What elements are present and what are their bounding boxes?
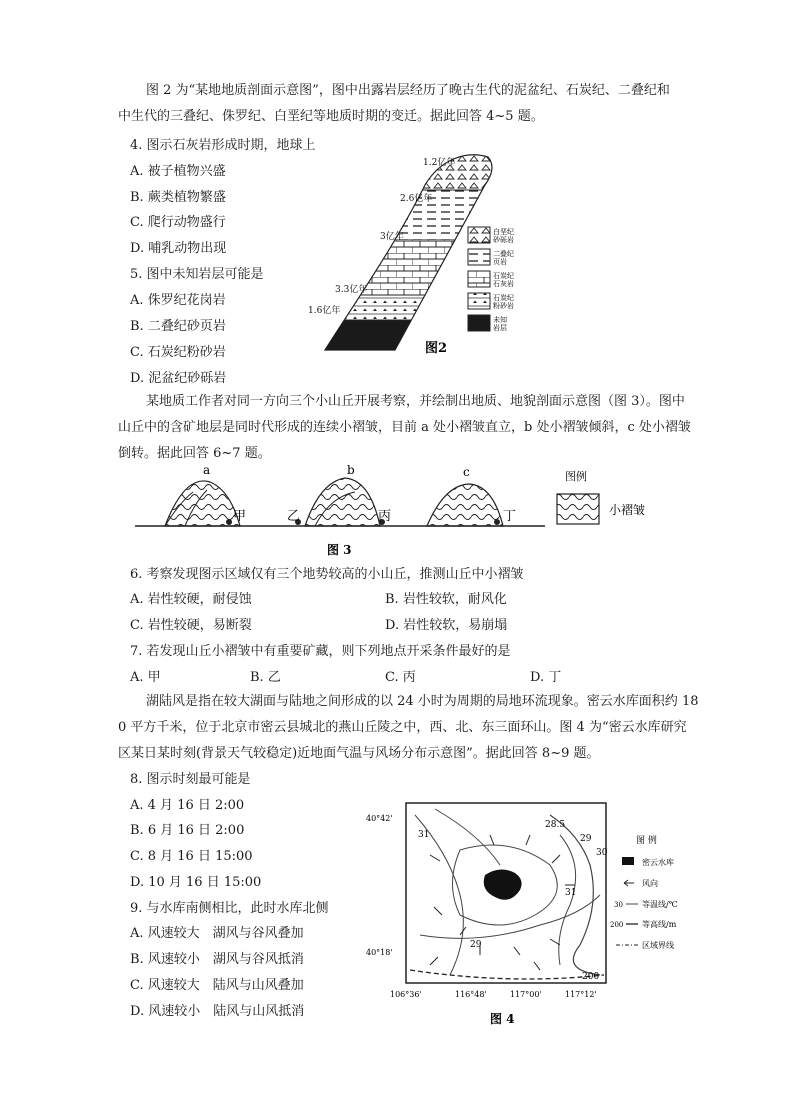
q9-stem: 9. 与水库南侧相比，此时水库北侧 (130, 901, 329, 916)
legend-reservoir: 密云水库 (642, 858, 674, 867)
q6-option-b: B. 岩性较软，耐风化 (385, 592, 507, 607)
q4-option-a: A. 被子植物兴盛 (130, 164, 226, 179)
hill-label-c: c (463, 465, 470, 479)
q7-stem: 7. 若发现山丘小褶皱中有重要矿藏，则下列地点开采条件最好的是 (130, 644, 511, 659)
figure-2-geologic-section (300, 145, 530, 360)
q5-option-d: D. 泥盆纪砂砾岩 (130, 371, 227, 386)
q8-option-d: D. 10 月 16 日 15:00 (130, 875, 262, 890)
figure-4-temperature-wind-map (360, 795, 690, 1035)
figure-2-caption: 图2 (425, 341, 448, 356)
intro2-line3: 倒转。据此回答 6~7 题。 (118, 446, 271, 461)
isotherm-label: 28.5 (545, 820, 566, 830)
figure-4-caption: 图 4 (490, 1012, 515, 1026)
q4-option-b: B. 蕨类植物繁盛 (130, 190, 226, 205)
intro3-line1: 湖陆风是指在较大湖面与陆地之间形成的以 24 小时为周期的局地环流现象。密云水库面积约 18 (146, 694, 699, 709)
point-label: 乙 (287, 509, 301, 524)
legend-rock: 岩层 (493, 324, 507, 332)
lon-label: 117°12' (565, 990, 597, 999)
q6-option-d: D. 岩性较软，易崩塌 (385, 618, 508, 633)
intro2-line2: 山丘中的含矿地层是同时代形成的连续小褶皱，目前 a 处小褶皱直立，b 处小褶皱倾斜，c 处小褶皱 (118, 420, 691, 435)
isotherm-label: 31 (565, 888, 577, 898)
q4-option-d: D. 哺乳动物出现 (130, 241, 227, 256)
intro1-line2: 中生代的三叠纪、侏罗纪、白垩纪等地质时期的变迁。据此回答 4~5 题。 (118, 109, 544, 124)
q9-option-b: B. 风速较小 湖风与谷风抵消 (130, 952, 304, 967)
legend-era: 二叠纪 (493, 250, 514, 258)
legend-rock: 页岩 (493, 258, 507, 266)
legend-contour: 等高线/m (642, 920, 677, 929)
age-label: 1.2亿年 (423, 158, 456, 168)
lon-label: 117°00' (510, 990, 542, 999)
legend-rock: 石灰岩 (493, 280, 514, 288)
lat-label: 40°42' (366, 814, 393, 823)
q8-option-a: A. 4 月 16 日 2:00 (130, 798, 245, 813)
q4-option-c: C. 爬行动物盛行 (130, 215, 226, 230)
isotherm-label: 29 (580, 834, 592, 844)
legend-boundary: 区域界线 (642, 941, 674, 950)
intro2-line1: 某地质工作者对同一方向三个小山丘开展考察，并绘制出地质、地貌剖面示意图（图 3）。图中 (146, 394, 685, 409)
lon-label: 116°48' (455, 990, 487, 999)
q9-option-c: C. 风速较大 陆风与山风叠加 (130, 978, 304, 993)
legend-contour-value: 200 (610, 921, 624, 929)
figure-2-legend (468, 227, 514, 332)
figure-4-legend-title: 图 例 (636, 836, 657, 846)
point-label: 丙 (378, 509, 392, 524)
q8-option-c: C. 8 月 16 日 15:00 (130, 849, 253, 864)
q7-option-d: D. 丁 (530, 670, 562, 685)
q9-option-a: A. 风速较大 湖风与谷风叠加 (130, 926, 304, 941)
age-label: 3.3亿年 (335, 285, 368, 295)
q8-option-b: B. 6 月 16 日 2:00 (130, 823, 245, 838)
contour-label: 200 (582, 972, 600, 982)
q6-stem: 6. 考察发现图示区域仅有三个地势较高的小山丘，推测山丘中小褶皱 (130, 567, 524, 582)
age-label: 2.6亿年 (400, 194, 433, 204)
age-label: 3亿年 (380, 232, 404, 242)
q5-option-a: A. 侏罗纪花岗岩 (130, 293, 226, 308)
figure-3-caption: 图 3 (327, 543, 352, 557)
legend-wind: 风向 (642, 879, 658, 888)
q7-option-a: A. 甲 (130, 670, 161, 685)
q7-option-c: C. 丙 (385, 670, 416, 685)
intro3-line3: 区某日某时刻(背景天气较稳定)近地面气温与风场分布示意图”。据此回答 8~9 题。 (118, 746, 600, 761)
isotherm-label: 29 (470, 940, 482, 950)
age-label: 1.6亿年 (308, 306, 341, 316)
legend-iso-value: 30 (614, 901, 623, 909)
q5-option-c: C. 石炭纪粉砂岩 (130, 345, 226, 360)
q5-option-b: B. 二叠纪砂页岩 (130, 319, 226, 334)
intro3-line2: 0 平方千米，位于北京市密云县城北的燕山丘陵之中，西、北、东三面环山。图 4 为“密云水库研究 (118, 720, 687, 735)
legend-era: 白垩纪 (493, 228, 514, 236)
q6-option-a: A. 岩性较硬，耐侵蚀 (130, 592, 252, 607)
isotherm-label: 31 (418, 830, 430, 840)
isotherm-label: 30 (596, 848, 608, 858)
legend-rock: 粉砂岩 (493, 302, 514, 310)
figure-3-legend-label: 小褶皱 (609, 503, 646, 517)
point-label: 甲 (233, 509, 247, 524)
figure-3-legend-title: 图例 (565, 470, 587, 483)
hill-label-b: b (347, 463, 355, 477)
q4-stem: 4. 图示石灰岩形成时期，地球上 (130, 138, 316, 153)
legend-isotherm: 等温线/℃ (642, 900, 678, 909)
lat-label: 40°18' (366, 948, 393, 957)
legend-era: 石炭纪 (493, 294, 514, 302)
q7-option-b: B. 乙 (250, 670, 281, 685)
point-label: 丁 (503, 509, 517, 524)
q8-stem: 8. 图示时刻最可能是 (130, 772, 251, 787)
legend-era: 未知 (493, 316, 507, 324)
intro1-line1: 图 2 为“某地地质剖面示意图”，图中出露岩层经历了晚古生代的泥盆纪、石炭纪、二叠纪和 (146, 83, 670, 98)
lon-label: 106°36' (390, 990, 422, 999)
legend-rock: 砂砾岩 (493, 236, 514, 244)
q5-stem: 5. 图中未知岩层可能是 (130, 267, 264, 282)
figure-3-hill-profile (135, 462, 675, 557)
q6-option-c: C. 岩性较硬，易断裂 (130, 618, 252, 633)
legend-era: 石炭纪 (493, 272, 514, 280)
hill-label-a: a (203, 463, 211, 477)
q9-option-d: D. 风速较小 陆风与山风抵消 (130, 1004, 305, 1019)
